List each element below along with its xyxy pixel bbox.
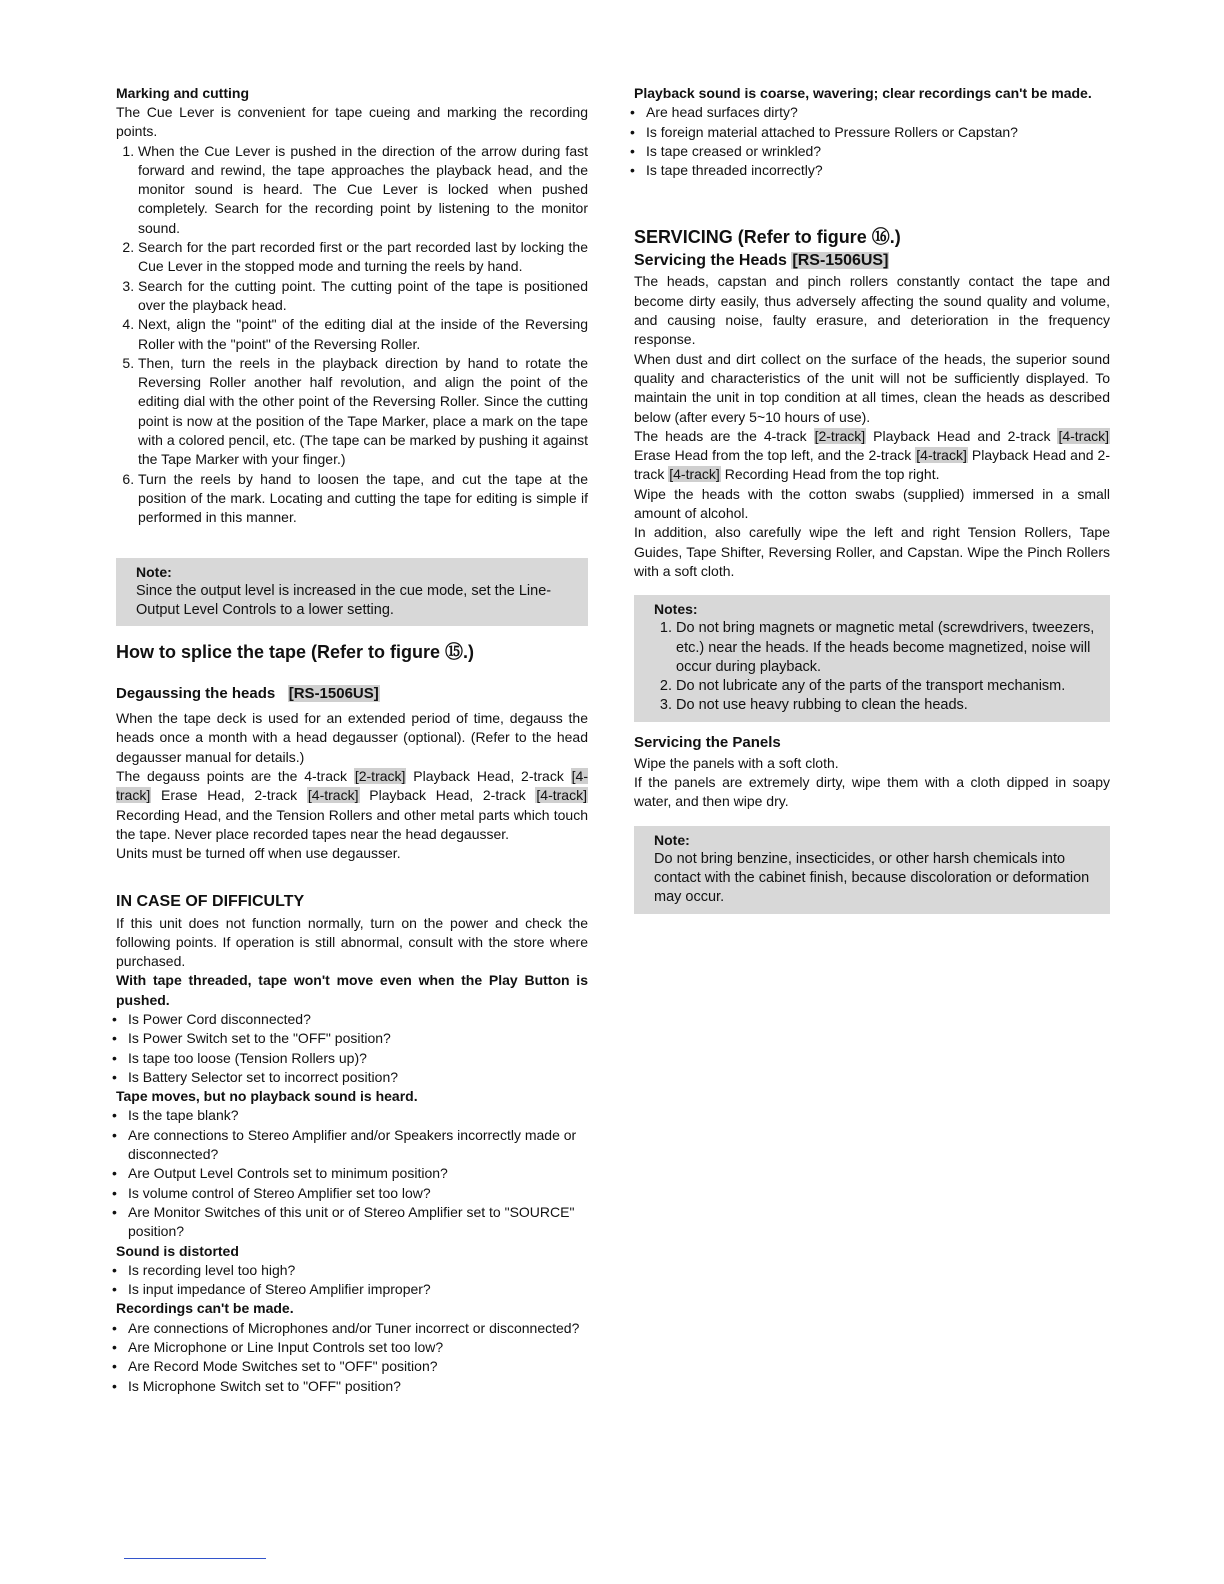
panels-heading: Servicing the Panels xyxy=(634,733,781,751)
text-run: Erase Head, 2-track xyxy=(151,787,307,804)
check-list xyxy=(116,1106,588,1241)
track-tag: [4-track] xyxy=(536,787,587,804)
note-title: Note: xyxy=(136,563,172,580)
note-item: 3. Do not use heavy rubbing to clean the heads. xyxy=(676,696,1096,715)
track-tag: [4-track] xyxy=(669,466,720,483)
marking-section xyxy=(116,84,588,528)
cabinet-note-box xyxy=(634,826,1110,914)
note-item: 2. Do not lubricate any of the parts of the transport mechanism. xyxy=(676,677,1096,696)
degauss-p2 xyxy=(116,767,588,844)
check-item: • Is tape too loose (Tension Rollers up)? xyxy=(116,1049,588,1068)
text-run: The degauss points are the 4-track xyxy=(116,768,354,785)
marking-step: 6. Turn the reels by hand to loosen the tape, and cut the tape at the position of the mark. Locating and cutting the tape for editing is simple if performed in this manner. xyxy=(138,470,588,528)
text-run: Playback Head, 2-track xyxy=(406,768,571,785)
problem-title: Sound is distorted xyxy=(116,1242,239,1259)
text-run: The heads are the 4-track xyxy=(634,427,814,444)
degauss-heading-text: Degaussing the heads xyxy=(116,685,276,703)
track-tag: [4-track] xyxy=(1058,427,1110,444)
text-run: Playback Head and 2-track xyxy=(634,447,1110,483)
servicing-heading: SERVICING (Refer to figure ⑯.) xyxy=(634,227,901,248)
check-list xyxy=(634,103,1110,180)
problem-title: With tape threaded, tape won't move even when the Play Button is pushed. xyxy=(116,972,588,1008)
marking-intro: The Cue Lever is convenient for tape cueing and marking the recording points. xyxy=(116,104,588,140)
check-item: • Is Power Switch set to the "OFF" position? xyxy=(116,1029,588,1048)
panels-p2: If the panels are extremely dirty, wipe them with a cloth dipped in soapy water, and then wipe dry. xyxy=(634,774,1110,810)
check-item: • Is Microphone Switch set to "OFF" position? xyxy=(116,1377,588,1396)
difficulty-intro: If this unit does not function normally, turn on the power and check the following points. If operation is still abnormal, consult with the store where purchased. xyxy=(116,914,588,970)
footer-rule xyxy=(124,1558,266,1559)
check-item: • Is volume control of Stereo Amplifier set too low? xyxy=(116,1184,588,1203)
note-item: 1. Do not bring magnets or magnetic metal (screwdrivers, tweezers, etc.) near the heads. If the heads become magnetized, noise will occur during playback. xyxy=(676,619,1096,677)
check-item: • Is tape threaded incorrectly? xyxy=(634,161,1110,180)
degauss-p3: Units must be turned off when use degausser. xyxy=(116,845,401,862)
splice-heading: How to splice the tape (Refer to figure ⑮.) xyxy=(116,642,475,663)
left-column xyxy=(116,84,588,1396)
problem-title: Recordings can't be made. xyxy=(116,1300,294,1317)
text-run: Recording Head, and the Tension Rollers and other metal parts which touch the tape. Never place recorded tapes near the head degausser. xyxy=(116,806,588,842)
check-item: • Is Battery Selector set to incorrect position? xyxy=(116,1068,588,1087)
check-list xyxy=(116,1261,588,1300)
heads-heading xyxy=(634,250,1110,272)
right-column xyxy=(634,84,1110,914)
note-text: Do not bring benzine, insecticides, or other harsh chemicals into contact with the cabinet finish, because discoloration or deformation may occur. xyxy=(654,850,1090,906)
difficulty-heading: IN CASE OF DIFFICULTY xyxy=(116,892,305,910)
notes-title: Notes: xyxy=(654,601,698,618)
check-item: • Are Monitor Switches of this unit or of Stereo Amplifier set to "SOURCE" position? xyxy=(116,1203,588,1242)
track-tag: [4-track] xyxy=(916,447,967,464)
marking-step: 3. Search for the cutting point. The cutting point of the tape is positioned over the playback head. xyxy=(138,277,588,316)
check-item: • Is the tape blank? xyxy=(116,1106,588,1125)
check-item: • Is foreign material attached to Pressure Rollers or Capstan? xyxy=(634,123,1110,142)
problem-title: Tape moves, but no playback sound is heard. xyxy=(116,1088,418,1105)
notes-box xyxy=(634,595,1110,721)
marking-steps xyxy=(116,142,588,528)
marking-step: 1. When the Cue Lever is pushed in the direction of the arrow during fast forward and rewind, the tape approaches the playback head, and the monitor sound is heard. The Cue Lever is locked when pushed completely. Search for the recording point by listening to the monitor sound. xyxy=(138,142,588,238)
panels-p1: Wipe the panels with a soft cloth. xyxy=(634,754,839,771)
check-list xyxy=(116,1010,588,1087)
marking-step: 2. Search for the part recorded first or the part recorded last by locking the Cue Lever in the stopped mode and turning the reels by hand. xyxy=(138,238,588,277)
text-run: Playback Head and 2-track xyxy=(866,427,1058,444)
servicing-section xyxy=(634,224,1110,581)
heads-heading-text: Servicing the Heads xyxy=(634,252,792,270)
check-item: • Is Power Cord disconnected? xyxy=(116,1010,588,1029)
check-item: • Are connections to Stereo Amplifier and/or Speakers incorrectly made or disconnected? xyxy=(116,1126,588,1165)
check-item: • Are Record Mode Switches set to "OFF" position? xyxy=(116,1357,588,1376)
notes-list xyxy=(654,619,1096,715)
track-tag: [2-track] xyxy=(814,427,866,444)
servicing-p3 xyxy=(634,427,1110,485)
cue-note-box xyxy=(116,558,588,627)
problem-title: Playback sound is coarse, wavering; clear recordings can't be made. xyxy=(634,85,1092,101)
track-tag: [4-track] xyxy=(307,787,359,804)
text-run: Erase Head from the top left, and the 2-track xyxy=(634,447,916,464)
check-list xyxy=(116,1319,588,1396)
servicing-p2: When dust and dirt collect on the surface of the heads, the superior sound quality and characteristics of the unit will not be sufficiently displayed. To maintain the unit in top condition at all times, clean the heads as described below (after every 5~10 hours of use). xyxy=(634,350,1110,425)
servicing-p1: The heads, capstan and pinch rollers constantly contact the tape and become dirty easily, thus adversely affecting the sound quality and volume, and causing noise, faulty erasure, and deterioration in the frequency response. xyxy=(634,273,1110,348)
degauss-section xyxy=(116,684,588,863)
note-title: Note: xyxy=(654,831,690,848)
check-item: • Are connections of Microphones and/or Tuner incorrect or disconnected? xyxy=(116,1319,588,1338)
track-tag: [2-track] xyxy=(354,768,406,785)
degauss-heading xyxy=(116,684,588,703)
difficulty-section xyxy=(116,890,588,1396)
marking-step: 4. Next, align the "point" of the editing dial at the inside of the Reversing Roller with the "point" of the Reversing Roller. xyxy=(138,315,588,354)
coarse-section xyxy=(634,84,1110,180)
check-item: • Are head surfaces dirty? xyxy=(634,103,1110,122)
panels-section xyxy=(634,732,1110,812)
check-item: • Are Output Level Controls set to minimum position? xyxy=(116,1164,588,1183)
servicing-p5: In addition, also carefully wipe the left and right Tension Rollers, Tape Guides, Tape Shifter, Reversing Roller, and Capstan. Wipe the Pinch Rollers with a soft cloth. xyxy=(634,524,1110,579)
model-tag: [RS-1506US] xyxy=(792,252,889,270)
note-text: Since the output level is increased in the cue mode, set the Line-Output Level Controls to a lower setting. xyxy=(136,582,552,618)
track-tag: [4-track] xyxy=(116,768,589,804)
marking-step: 5. Then, turn the reels in the playback direction by hand to rotate the Reversing Roller another half revolution, and align the point of the editing dial with the other point of the Reversing Roller. Since the cutting point is now at the position of the Tape Marker, place a mark on the tape with a colored pencil, etc. (The tape can be marked by pushing it against the Tape Marker with your finger.) xyxy=(138,354,588,470)
check-item: • Are Microphone or Line Input Controls set too low? xyxy=(116,1338,588,1357)
text-run: Playback Head, 2-track xyxy=(359,787,536,804)
degauss-p1: When the tape deck is used for an extended period of time, degauss the heads once a month with a head degausser (optional). (Refer to the head degausser manual for details.) xyxy=(116,710,588,765)
text-run: Recording Head from the top right. xyxy=(720,466,940,483)
check-item: • Is input impedance of Stereo Amplifier improper? xyxy=(116,1280,588,1299)
servicing-p4: Wipe the heads with the cotton swabs (supplied) immersed in a small amount of alcohol. xyxy=(634,485,1110,522)
check-item: • Is tape creased or wrinkled? xyxy=(634,142,1110,161)
model-tag: [RS-1506US] xyxy=(288,685,379,703)
marking-heading: Marking and cutting xyxy=(116,85,249,101)
check-item: • Is recording level too high? xyxy=(116,1261,588,1280)
